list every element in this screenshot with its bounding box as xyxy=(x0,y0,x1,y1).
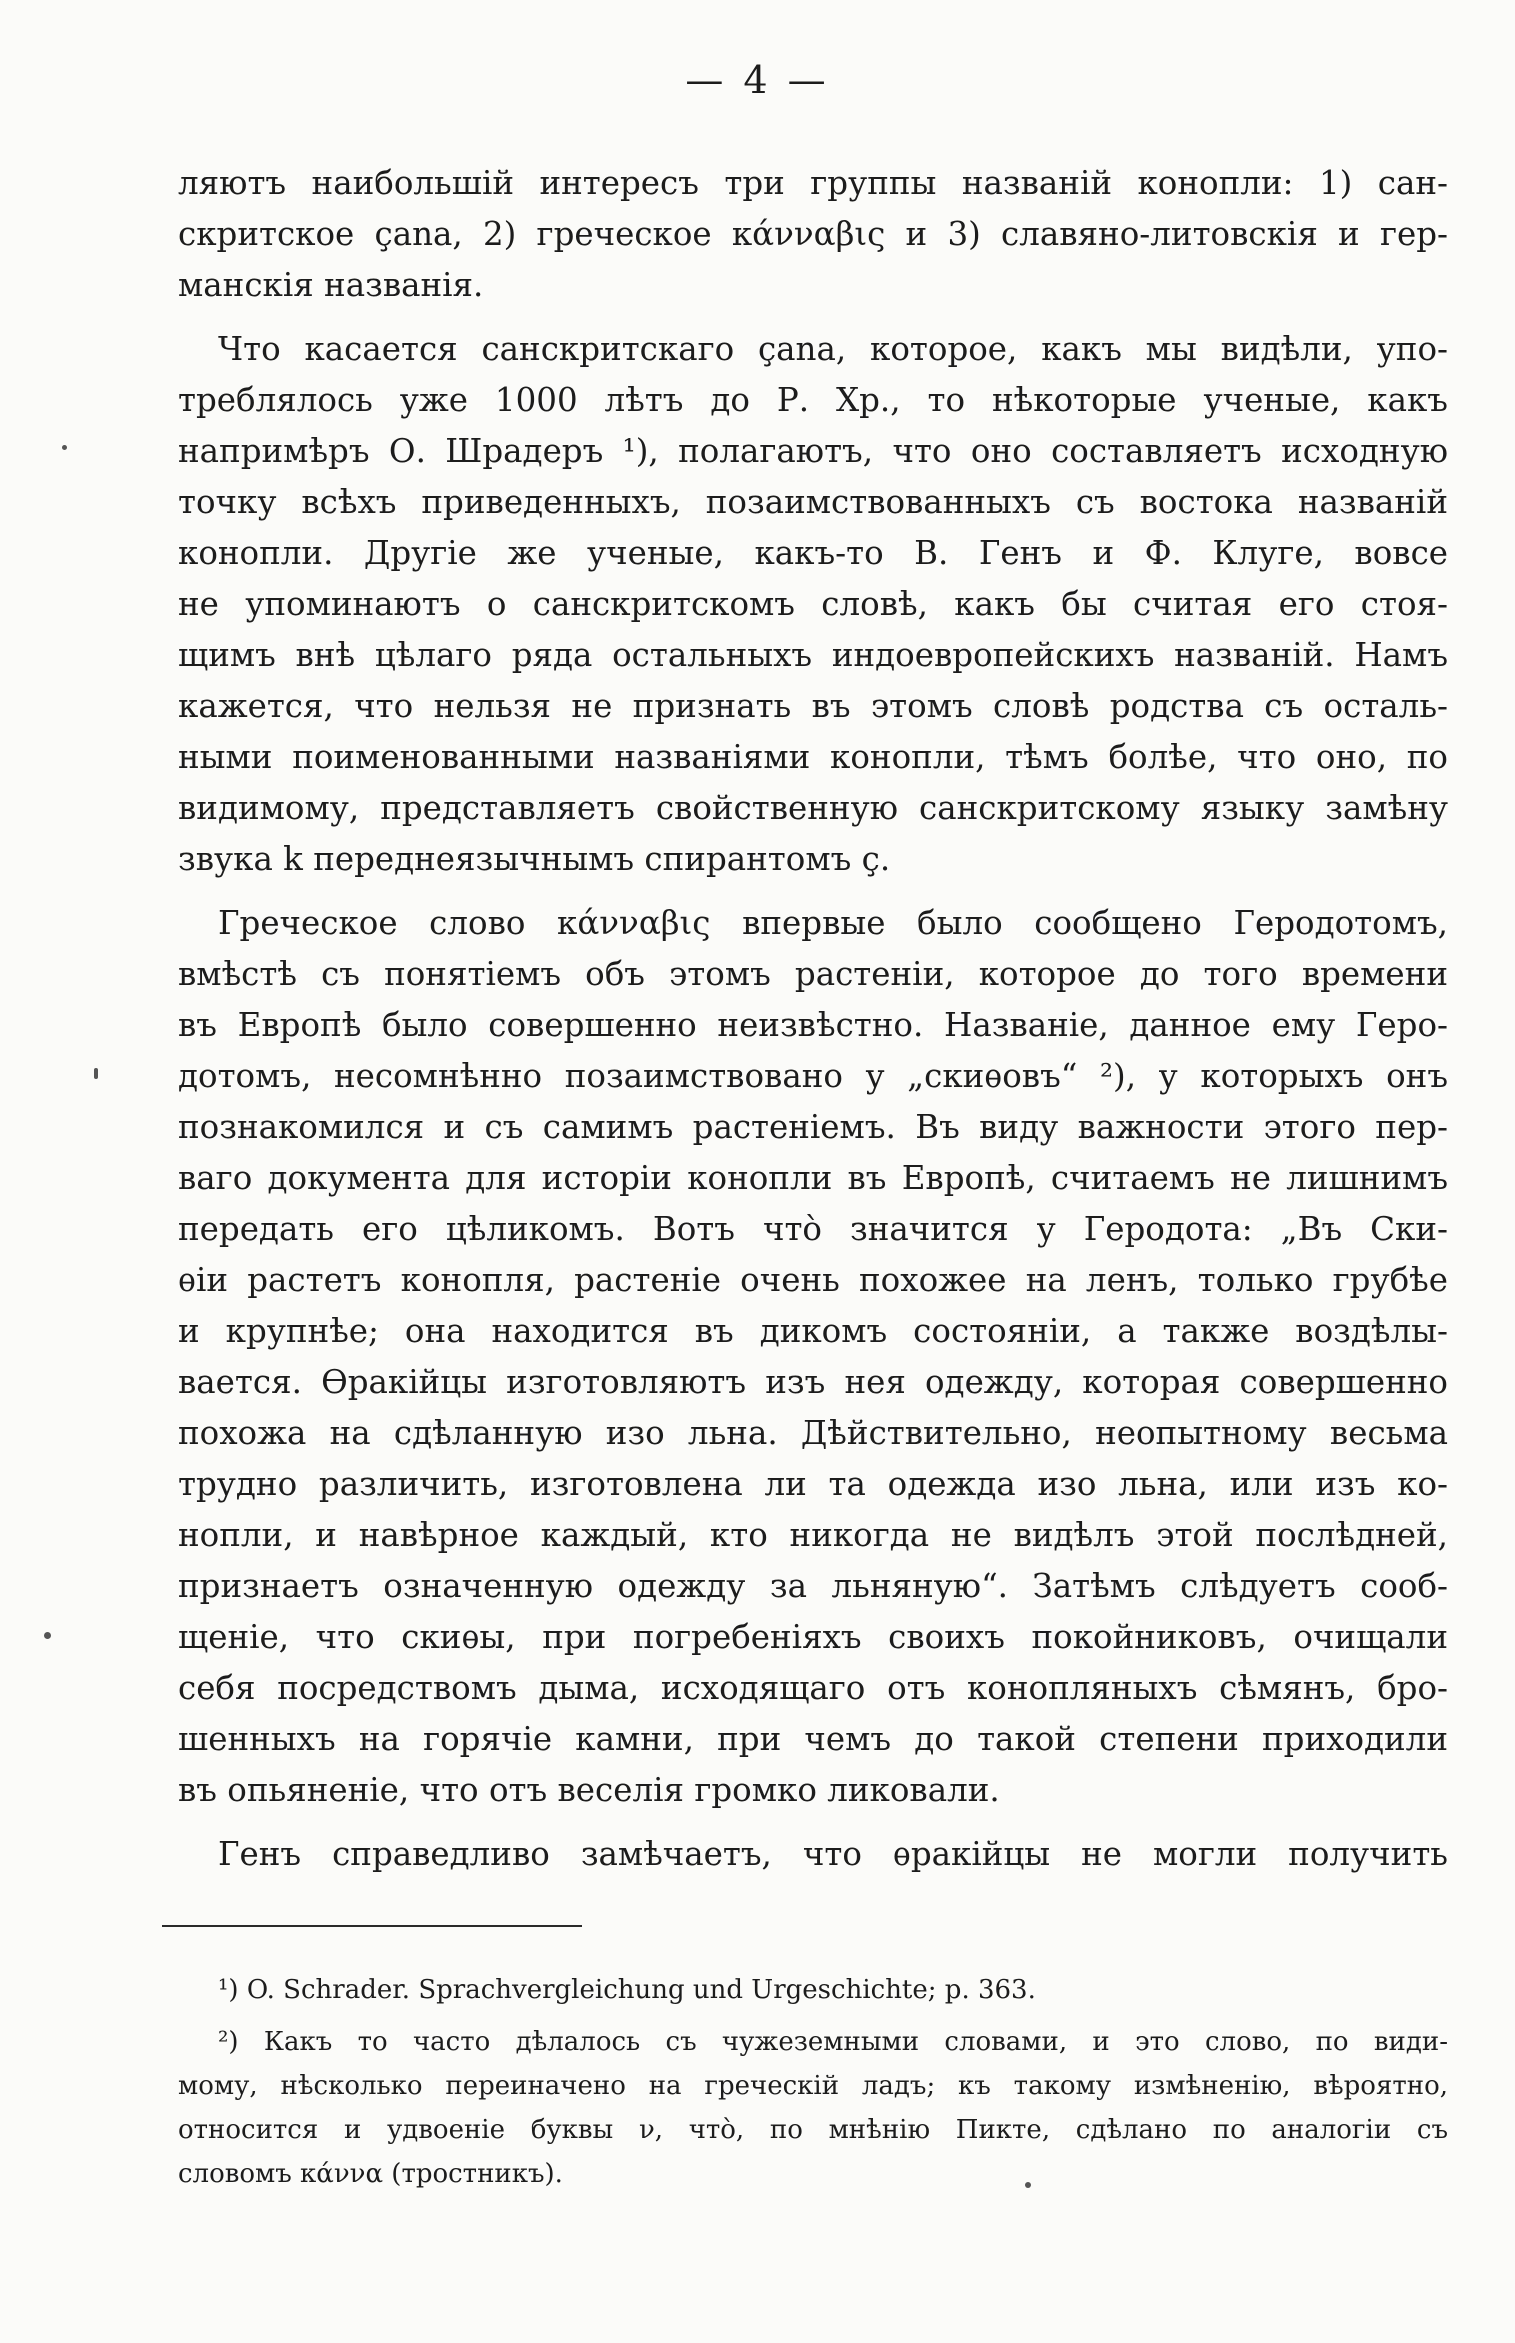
text-line: скритское çana, 2) греческое κάνναβις и 3) славяно-литовскія и гер- xyxy=(178,215,1448,253)
footnote-line: относится и удвоеніе буквы ν, что̀, по мнѣнію Пикте, сдѣлано по аналогіи съ xyxy=(178,2115,1448,2145)
footnote-line: мому, нѣсколько переиначено на греческій ладъ; къ такому измѣненію, вѣроятно, xyxy=(178,2071,1448,2101)
paragraph xyxy=(178,898,1448,1816)
paragraph xyxy=(178,1829,1448,1880)
text-line: шенныхъ на горячіе камни, при чемъ до такой степени приходили xyxy=(178,1720,1448,1758)
text-line: щимъ внѣ цѣлаго ряда остальныхъ индоевропейскихъ названій. Намъ xyxy=(178,636,1448,674)
page-number: — 4 — xyxy=(685,58,830,102)
text-line: и крупнѣе; она находится въ дикомъ состояніи, а также воздѣлы- xyxy=(178,1312,1448,1350)
footnote-line: ¹) O. Schrader. Sprachvergleichung und Urgeschichte; p. 363. xyxy=(218,1975,1036,2005)
paper-speck xyxy=(94,1068,98,1079)
text-line: Генъ справедливо замѣчаетъ, что ѳракійцы не могли получить xyxy=(218,1835,1448,1873)
text-line: передать его цѣликомъ. Вотъ что̀ значится у Геродота: „Въ Ски- xyxy=(178,1210,1448,1248)
text-line: конопли. Другіе же ученые, какъ-то В. Генъ и Ф. Клуге, вовсе xyxy=(178,534,1448,572)
text-line: точку всѣхъ приведенныхъ, позаимствованныхъ съ востока названій xyxy=(178,483,1448,521)
text-line: похожа на сдѣланную изо льна. Дѣйствительно, неопытному весьма xyxy=(178,1414,1448,1452)
footnote-divider xyxy=(162,1925,582,1927)
body-text xyxy=(178,158,1448,1880)
text-line: вается. Ѳракійцы изготовляютъ изъ нея одежду, которая совершенно xyxy=(178,1363,1448,1401)
footnotes xyxy=(178,1968,1448,2196)
text-line: познакомился и съ самимъ растеніемъ. Въ виду важности этого пер- xyxy=(178,1108,1448,1146)
footnote xyxy=(178,1968,1448,2012)
paper-speck xyxy=(1025,2182,1031,2188)
text-line: Греческое слово κάνναβις впервые было сообщено Геродотомъ, xyxy=(218,904,1448,942)
text-line: звука k переднеязычнымъ спирантомъ ç. xyxy=(178,840,891,878)
footnote xyxy=(178,2020,1448,2196)
paragraph xyxy=(178,324,1448,885)
text-line: ваго документа для исторіи конопли въ Европѣ, считаемъ не лишнимъ xyxy=(178,1159,1448,1197)
text-line: вмѣстѣ съ понятіемъ объ этомъ растеніи, которое до того времени xyxy=(178,955,1448,993)
text-line: щеніе, что скиѳы, при погребеніяхъ своихъ покойниковъ, очищали xyxy=(178,1618,1448,1656)
text-line: ляютъ наибольшій интересъ три группы названій конопли: 1) сан- xyxy=(178,164,1448,202)
text-line: кажется, что нельзя не признать въ этомъ словѣ родства съ осталь- xyxy=(178,687,1448,725)
paper-speck xyxy=(44,1632,51,1639)
text-line: манскія названія. xyxy=(178,266,484,304)
text-line: трудно различить, изготовлена ли та одежда изо льна, или изъ ко- xyxy=(178,1465,1448,1503)
text-line: треблялось уже 1000 лѣтъ до Р. Хр., то нѣкоторые ученые, какъ xyxy=(178,381,1448,419)
text-line: себя посредствомъ дыма, исходящаго отъ конопляныхъ сѣмянъ, бро- xyxy=(178,1669,1448,1707)
footnote-line: ²) Какъ то часто дѣлалось съ чужеземными словами, и это слово, по види- xyxy=(218,2027,1448,2057)
footnote-line: словомъ κάννα (тростникъ). xyxy=(178,2159,563,2189)
text-line: признаетъ означенную одежду за льняную“. Затѣмъ слѣдуетъ сооб- xyxy=(178,1567,1448,1605)
text-line: дотомъ, несомнѣнно позаимствовано у „скиѳовъ“ ²), у которыхъ онъ xyxy=(178,1057,1448,1095)
text-line: ѳіи растетъ конопля, растеніе очень похожее на ленъ, только грубѣе xyxy=(178,1261,1448,1299)
paper-speck xyxy=(62,445,67,450)
text-line: ными поименованными названіями конопли, тѣмъ болѣе, что оно, по xyxy=(178,738,1448,776)
text-line: Что касается санскритскаго çana, которое, какъ мы видѣли, упо- xyxy=(218,330,1448,368)
text-line: въ Европѣ было совершенно неизвѣстно. Названіе, данное ему Геро- xyxy=(178,1006,1448,1044)
text-line: видимому, представляетъ свойственную санскритскому языку замѣну xyxy=(178,789,1448,827)
paragraph xyxy=(178,158,1448,311)
text-line: не упоминаютъ о санскритскомъ словѣ, какъ бы считая его стоя- xyxy=(178,585,1448,623)
text-line: нопли, и навѣрное каждый, кто никогда не видѣлъ этой послѣдней, xyxy=(178,1516,1448,1554)
text-line: въ опьяненіе, что отъ веселія громко ликовали. xyxy=(178,1771,1000,1809)
text-line: напримѣръ О. Шрадеръ ¹), полагаютъ, что оно составляетъ исходную xyxy=(178,432,1448,470)
